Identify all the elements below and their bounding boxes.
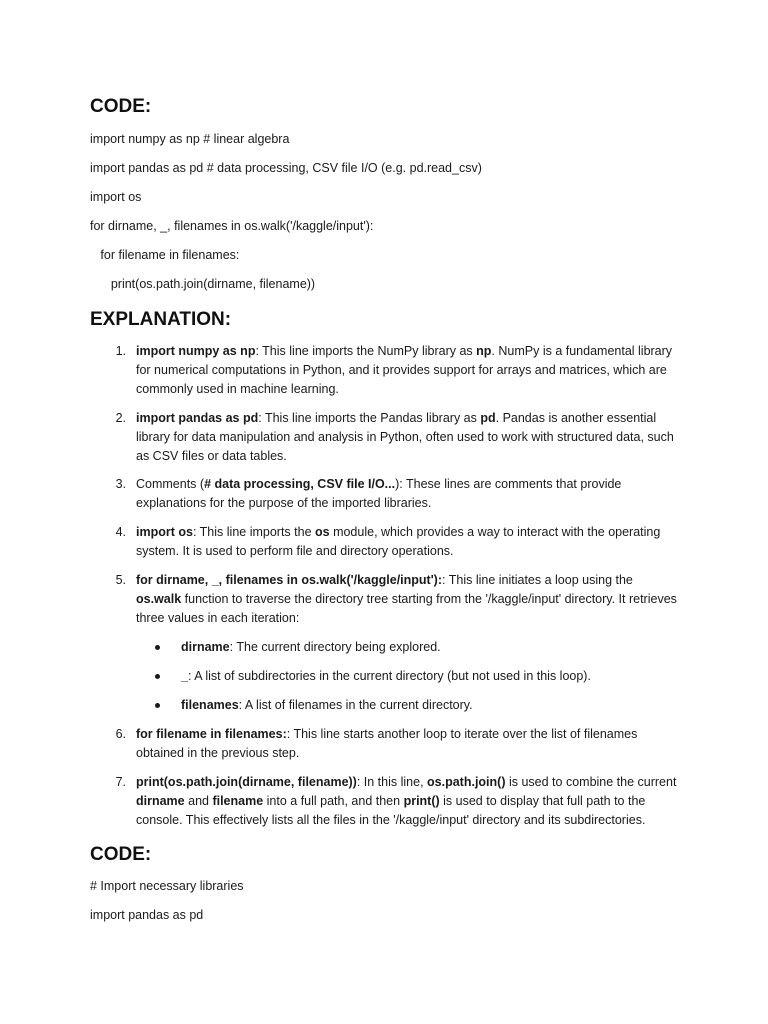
- list-number: 3.: [115, 477, 126, 491]
- code-heading: CODE:: [90, 844, 152, 865]
- code-line: for dirname, _, filenames in os.walk('/kaggle/input'):: [90, 219, 374, 233]
- explanation-heading: EXPLANATION:: [90, 309, 232, 330]
- code-line: import pandas as pd: [90, 908, 204, 922]
- bullet-item: [155, 696, 675, 715]
- list-item-text: import pandas as pd: This line imports the Pandas library as pd. Pandas is another essential library for data manipulation and analysis in Python, often used to work with structured data, such as CSV files or data tables.: [136, 411, 674, 463]
- code-line: import numpy as np # linear algebra: [90, 132, 290, 146]
- list-item-text: import os: This line imports the os module, which provides a way to interact with the operating system. It is used to perform file and directory operations.: [136, 525, 661, 558]
- bullet-dot: [155, 645, 160, 650]
- list-item-text: import numpy as np: This line imports the NumPy library as np. NumPy is a fundamental library for numerical computations in Python, and it provides support for arrays and matrices, which are commonly used in machine learning.: [136, 344, 673, 396]
- list-item: [110, 773, 680, 830]
- bullet-item: [155, 667, 675, 686]
- list-item: [110, 571, 680, 628]
- code-line: print(os.path.join(dirname, filename)): [90, 277, 316, 291]
- list-item: [110, 475, 680, 513]
- code-line: import pandas as pd # data processing, CSV file I/O (e.g. pd.read_csv): [90, 161, 482, 175]
- bullet-item: [155, 638, 675, 657]
- list-item-text: for dirname, _, filenames in os.walk('/kaggle/input'):: This line initiates a loop using the os.walk function to traverse the directory tree starting from the '/kaggle/input' directory. It retrieves three values in each iteration:: [136, 573, 677, 625]
- list-number: 1.: [115, 344, 126, 358]
- list-item: [110, 725, 680, 763]
- list-number: 2.: [115, 411, 126, 425]
- list-item-text: for filename in filenames:: This line starts another loop to iterate over the list of filenames obtained in the previous step.: [136, 727, 638, 760]
- list-number: 5.: [115, 573, 126, 587]
- code-heading: CODE:: [90, 96, 152, 117]
- list-number: 4.: [115, 525, 126, 539]
- bullet-text: filenames: A list of filenames in the current directory.: [181, 698, 473, 712]
- bullet-dot: [155, 703, 160, 708]
- list-item-text: print(os.path.join(dirname, filename)): In this line, os.path.join() is used to combine the current dirname and filename into a full path, and then print() is used to display that full path to the console. This effectively lists all the files in the '/kaggle/input' directory and its subdirectories.: [136, 775, 677, 827]
- list-number: 6.: [115, 727, 126, 741]
- list-item: [110, 523, 680, 561]
- list-number: 7.: [115, 775, 126, 789]
- list-item-text: Comments (# data processing, CSV file I/O...): These lines are comments that provide explanations for the purpose of the imported libraries.: [136, 477, 622, 510]
- list-item: [110, 409, 680, 466]
- bullet-dot: [155, 674, 160, 679]
- bullet-text: _: A list of subdirectories in the current directory (but not used in this loop).: [181, 669, 591, 683]
- code-line: for filename in filenames:: [90, 248, 240, 262]
- list-item: [110, 342, 680, 399]
- bullet-text: dirname: The current directory being explored.: [181, 640, 441, 654]
- code-line: # Import necessary libraries: [90, 879, 244, 893]
- code-line: import os: [90, 190, 142, 204]
